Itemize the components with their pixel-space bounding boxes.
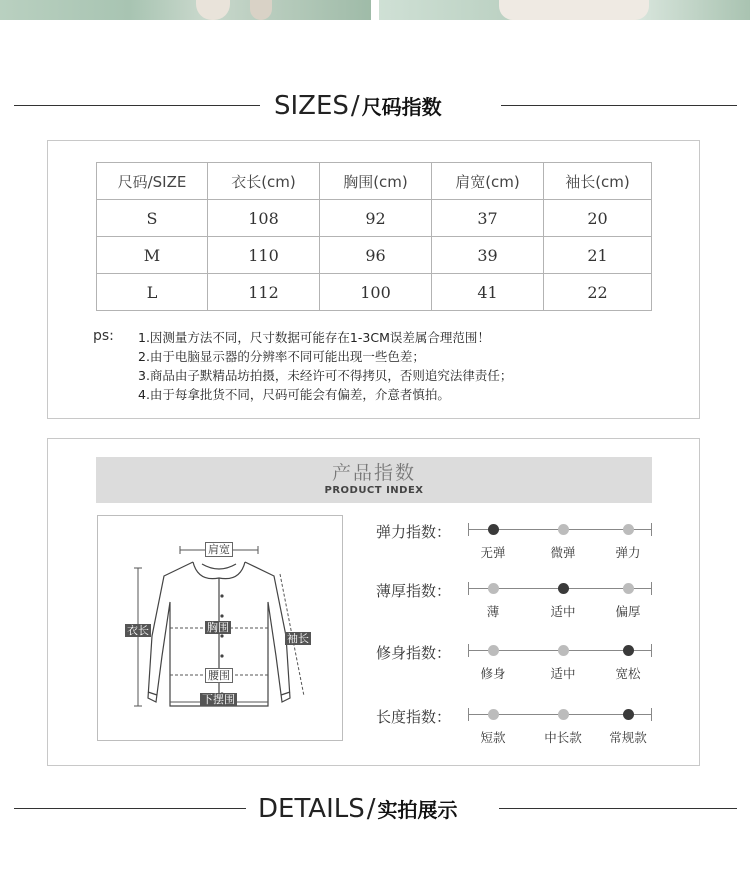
- table-row: [97, 200, 652, 237]
- index-row: [376, 521, 656, 561]
- chest-cell: 100: [320, 274, 432, 311]
- photo-detail: [250, 0, 272, 20]
- product-index-title-en: PRODUCT INDEX: [324, 485, 424, 496]
- table-row: [97, 237, 652, 274]
- scale-option-label: 中长款: [544, 730, 582, 745]
- chest-cell: 92: [320, 200, 432, 237]
- photo-detail: [196, 0, 230, 20]
- details-heading-sep: /: [366, 794, 376, 824]
- scale-dot: [623, 524, 634, 535]
- scale-dot-selected: [623, 709, 634, 720]
- sizes-heading-cn: 尺码指数: [361, 95, 442, 119]
- scale-end-cap: [651, 523, 652, 536]
- scale-option-label: 常规款: [609, 730, 647, 745]
- scale-option-label: 偏厚: [615, 604, 641, 619]
- index-scale: [468, 580, 652, 620]
- length-cell: 110: [208, 237, 320, 274]
- shoulder-cell: 37: [432, 200, 544, 237]
- size-cell: L: [97, 274, 208, 311]
- heading-rule-right: [501, 105, 737, 106]
- index-row: [376, 580, 656, 620]
- sizes-heading: [0, 86, 750, 126]
- product-index-banner: [96, 457, 652, 503]
- scale-end-cap: [468, 582, 469, 595]
- scale-end-cap: [468, 644, 469, 657]
- scale-dot-selected: [488, 524, 499, 535]
- label-sleeve: 袖长: [287, 632, 309, 645]
- index-name: 薄厚指数：: [376, 582, 452, 600]
- sizes-heading-title: [274, 86, 442, 126]
- scale-dot-selected: [558, 583, 569, 594]
- scale-dot: [623, 583, 634, 594]
- scale-dot: [558, 709, 569, 720]
- shirt-diagram: [97, 515, 343, 741]
- scale-dot: [488, 709, 499, 720]
- scale-option-label: 弹力: [615, 545, 641, 560]
- product-index-title-cn: 产品指数: [331, 462, 416, 484]
- photo-left-crop: [0, 0, 371, 20]
- scale-dot: [558, 645, 569, 656]
- label-waist: 腰围: [205, 668, 233, 683]
- table-row: [97, 274, 652, 311]
- label-hem: 下摆围: [202, 693, 235, 706]
- heading-rule-right: [499, 808, 737, 809]
- chest-cell: 96: [320, 237, 432, 274]
- scale-option-label: 适中: [550, 666, 576, 681]
- scale-option-label: 适中: [550, 604, 576, 619]
- scale-end-cap: [651, 582, 652, 595]
- details-heading-cn: 实拍展示: [377, 798, 458, 822]
- sleeve-cell: 22: [544, 274, 652, 311]
- size-table-header: 衣长(cm): [208, 163, 320, 200]
- sleeve-cell: 21: [544, 237, 652, 274]
- index-row: [376, 642, 656, 682]
- scale-option-label: 薄: [486, 604, 500, 619]
- index-name: 修身指数：: [376, 644, 452, 662]
- size-table: [96, 162, 652, 311]
- index-name: 长度指数：: [376, 708, 452, 726]
- scale-option-label: 修身: [480, 666, 506, 681]
- index-scale: [468, 706, 652, 746]
- scale-dot: [488, 645, 499, 656]
- scale-end-cap: [468, 708, 469, 721]
- sleeve-cell: 20: [544, 200, 652, 237]
- shoulder-cell: 39: [432, 237, 544, 274]
- scale-end-cap: [651, 644, 652, 657]
- size-table-header: 尺码/SIZE: [97, 163, 208, 200]
- index-scale: [468, 521, 652, 561]
- length-cell: 112: [208, 274, 320, 311]
- size-cell: M: [97, 237, 208, 274]
- scale-option-label: 无弹: [480, 545, 506, 560]
- sizes-heading-sep: /: [350, 91, 360, 121]
- scale-option-label: 短款: [480, 730, 506, 745]
- scale-dot-selected: [623, 645, 634, 656]
- size-table-header: 袖长(cm): [544, 163, 652, 200]
- heading-rule-left: [14, 105, 260, 106]
- index-name: 弹力指数：: [376, 523, 452, 541]
- scale-end-cap: [468, 523, 469, 536]
- label-chest: 胸围: [207, 621, 229, 634]
- scale-option-label: 微弹: [550, 545, 576, 560]
- details-heading-title: [258, 789, 458, 829]
- details-heading: [0, 789, 750, 829]
- scale-dot: [558, 524, 569, 535]
- index-row: [376, 706, 656, 746]
- shoulder-cell: 41: [432, 274, 544, 311]
- photo-right-crop: [379, 0, 750, 20]
- photo-detail: [499, 0, 649, 20]
- index-scale: [468, 642, 652, 682]
- note-item: 1.因测量方法不同，尺寸数据可能存在1-3CM误差属合理范围！: [138, 330, 490, 345]
- details-heading-en: DETAILS: [258, 794, 365, 824]
- heading-rule-left: [14, 808, 246, 809]
- size-table-header: 肩宽(cm): [432, 163, 544, 200]
- top-photo-strip: [0, 0, 750, 20]
- note-item: 2.由于电脑显示器的分辨率不同可能出现一些色差；: [138, 349, 425, 364]
- label-shoulder: 肩宽: [205, 542, 233, 557]
- notes-label: ps:: [93, 328, 114, 344]
- note-item: 4.由于每拿批货不同，尺码可能会有偏差，介意者慎拍。: [138, 387, 450, 402]
- length-cell: 108: [208, 200, 320, 237]
- label-length: 衣长: [127, 624, 149, 637]
- note-item: 3.商品由子默精品坊拍摄，未经许可不得拷贝，否则追究法律责任；: [138, 368, 513, 383]
- size-cell: S: [97, 200, 208, 237]
- sizes-heading-en: SIZES: [274, 91, 349, 121]
- scale-dot: [488, 583, 499, 594]
- scale-option-label: 宽松: [615, 666, 641, 681]
- size-table-header: 胸围(cm): [320, 163, 432, 200]
- notes-list: [138, 328, 512, 404]
- size-table-header-row: [97, 163, 652, 200]
- scale-end-cap: [651, 708, 652, 721]
